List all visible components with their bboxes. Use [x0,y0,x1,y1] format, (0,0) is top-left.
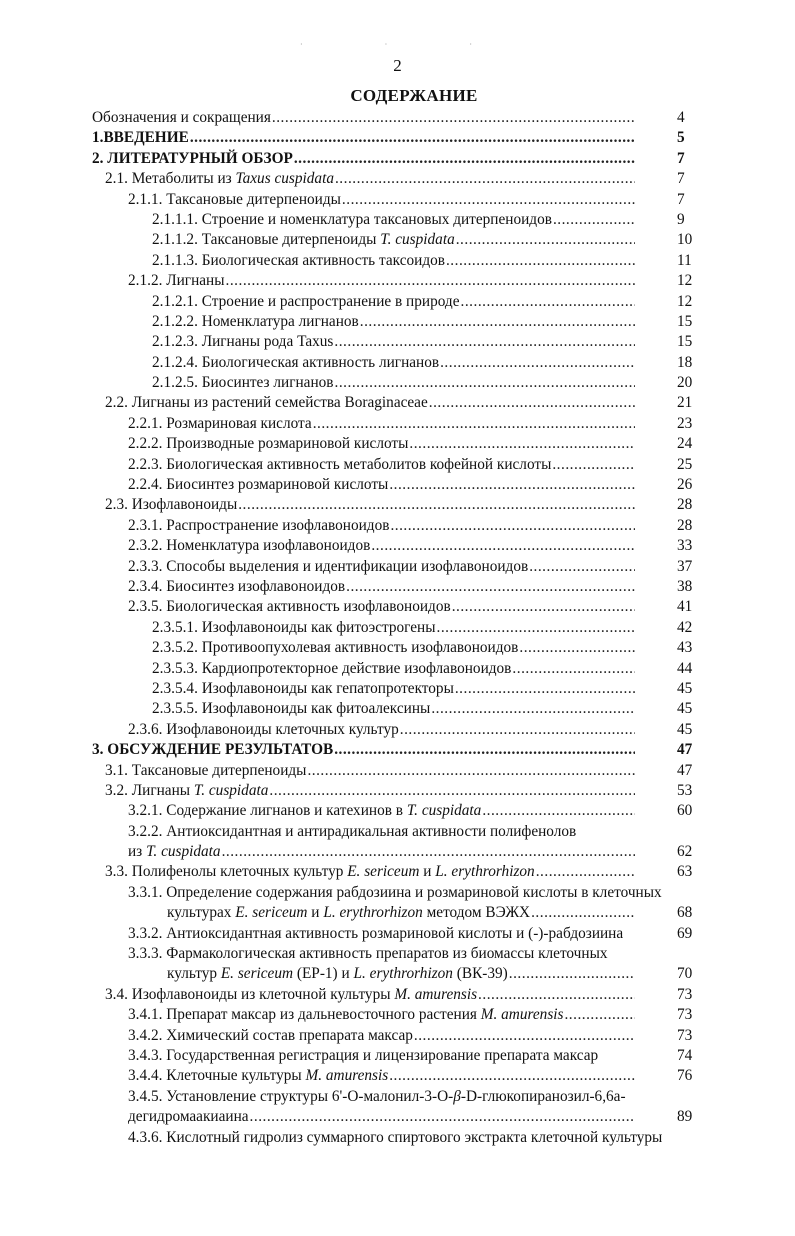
toc-entry [0,536,795,556]
toc-entry-page: 18 [677,353,693,371]
toc-entry-page: 28 [677,516,693,534]
toc-entry [0,638,795,658]
toc-entry-label: 3.2. Лигнаны T. cuspidata [105,781,269,799]
toc-entry [0,1005,795,1025]
toc-entry-page: 89 [677,1108,693,1126]
toc-entry-label: 2.1.2.5. Биосинтез лигнанов [152,374,334,392]
toc-dot-leader [535,862,635,882]
toc-entry [0,883,795,903]
toc-entry-label: 2.1.1. Таксановые дитерпеноиды [128,190,341,208]
toc-dot-leader [333,740,635,760]
toc-entry-page: 53 [677,781,693,799]
toc-entry [0,801,795,821]
toc-entry-page: 9 [677,210,685,228]
toc-entry-page: 11 [677,251,692,269]
toc-dot-leader [508,964,635,984]
table-of-contents [0,108,795,1148]
toc-entry [0,903,795,923]
toc-entry-label: 2.1.1.3. Биологическая активность таксоидов [152,251,445,269]
toc-entry-label: 2.2. Лигнаны из растений семейства Boraginaceae [105,394,428,412]
toc-dot-leader [399,720,635,740]
toc-entry-page: 33 [677,537,693,555]
toc-entry-page: 63 [677,863,693,881]
toc-entry-label: 2.1. Метаболиты из Taxus cuspidata [105,170,334,188]
toc-entry-label: 2.3.5.4. Изофлавоноиды как гепатопротекторы [152,679,454,697]
toc-entry-label: 2.1.1.1. Строение и номенклатура таксановых дитерпеноидов [152,210,552,228]
toc-dot-leader [518,638,635,658]
toc-entry-page: 41 [677,598,693,616]
toc-entry [0,761,795,781]
toc-entry-page: 42 [677,618,693,636]
toc-entry-label: 2.2.1. Розмариновая кислота [128,414,312,432]
scan-specks: · · · [300,40,512,49]
toc-entry [0,1107,795,1127]
toc-entry-page: 73 [677,1026,693,1044]
toc-entry-label: 3.2.2. Антиоксидантная и антирадикальная активности полифенолов [128,822,577,840]
toc-entry-label: 3.1. Таксановые дитерпеноиды [105,761,307,779]
toc-entry-label: 2.1.2.4. Биологическая активность лигнанов [152,353,440,371]
toc-entry-label: 2.2.3. Биологическая активность метаболитов кофейной кислоты [128,455,552,473]
toc-dot-leader [436,618,635,638]
toc-dot-leader [334,373,635,393]
toc-entry [0,230,795,250]
toc-dot-leader [388,1066,635,1086]
toc-entry [0,332,795,352]
toc-dot-leader [388,475,635,495]
toc-entry-label: 2.1.2.1. Строение и распространение в природе [152,292,460,310]
toc-dot-leader [249,1107,635,1127]
toc-entry-label: 2.3.5.5. Изофлавоноиды как фитоалексины [152,700,431,718]
toc-dot-leader [306,761,635,781]
toc-entry [0,618,795,638]
toc-entry [0,190,795,210]
toc-dot-leader [268,781,635,801]
toc-entry [0,475,795,495]
toc-dot-leader [293,149,635,169]
toc-entry-label: 2.3.2. Номенклатура изофлавоноидов [128,537,371,555]
toc-dot-leader [189,128,635,148]
toc-dot-leader [451,597,635,617]
toc-entry-label: 3.2.1. Содержание лигнанов и катехинов в T. cuspidata [128,802,482,820]
toc-entry-page: 12 [677,292,693,310]
toc-entry-label: Обозначения и сокращения [92,109,271,126]
toc-dot-leader [408,434,635,454]
toc-entry [0,169,795,189]
toc-entry [0,128,795,148]
toc-entry-label: 2.3.6. Изофлавоноиды клеточных культур [128,720,399,738]
toc-entry-page: 45 [677,679,693,697]
toc-entry [0,822,795,842]
toc-entry-label: 2.3.3. Способы выделения и идентификации изофлавоноидов [128,557,529,575]
toc-entry-page: 24 [677,435,693,453]
toc-dot-leader [359,312,635,332]
toc-entry-page: 25 [677,455,693,473]
toc-dot-leader [237,495,635,515]
toc-entry [0,271,795,291]
toc-entry-page: 73 [677,985,693,1003]
toc-entry-page: 12 [677,272,693,290]
toc-entry [0,1026,795,1046]
toc-entry [0,1046,795,1066]
toc-entry [0,495,795,515]
toc-entry-label: дегидромаакиаина [128,1108,249,1126]
toc-entry [0,1066,795,1086]
toc-dot-leader [455,230,635,250]
toc-entry-label: культурах E. sericeum и L. erythrorhizon методом ВЭЖХ [167,904,531,922]
toc-dot-leader [341,190,635,210]
toc-entry-page: 26 [677,476,693,494]
toc-entry-label: 2.3. Изофлавоноиды [105,496,238,514]
toc-dot-leader [430,699,635,719]
toc-dot-leader [225,271,635,291]
toc-dot-leader [551,455,635,475]
toc-entry-label: 2.1.2.3. Лигнаны рода Taxus [152,333,334,351]
toc-entry [0,353,795,373]
toc-entry [0,699,795,719]
toc-entry-label: 2.2.4. Биосинтез розмариновой кислоты [128,476,389,494]
toc-dot-leader [334,169,635,189]
toc-dot-leader [481,801,635,821]
toc-entry-page: 60 [677,802,693,820]
toc-dot-leader [413,1026,635,1046]
toc-dot-leader [312,414,635,434]
toc-entry-label: 4.3.6. Кислотный гидролиз суммарного спиртового экстракта клеточной культуры [128,1128,663,1146]
page-title: СОДЕРЖАНИЕ [350,86,478,105]
toc-entry [0,924,795,944]
toc-entry-label: 2.3.5.1. Изофлавоноиды как фитоэстрогены [152,618,436,636]
toc-dot-leader [460,292,635,312]
toc-entry-label: культур E. sericeum (ЕР-1) и L. erythrorhizon (ВК-39) [167,965,508,983]
toc-entry-page: 74 [677,1046,693,1064]
toc-entry-page: 45 [677,700,693,718]
toc-entry [0,292,795,312]
toc-entry-page: 7 [677,190,685,208]
toc-entry-page: 47 [677,741,693,759]
toc-dot-leader [445,251,635,271]
toc-entry-page: 15 [677,333,693,351]
toc-dot-leader [454,679,635,699]
toc-entry-page: 7 [677,149,685,167]
toc-entry-page: 62 [677,843,693,861]
toc-entry-label: 2. ЛИТЕРАТУРНЫЙ ОБЗОР [92,149,293,167]
toc-entry [0,210,795,230]
toc-entry-label: 2.1.2.2. Номенклатура лигнанов [152,312,359,330]
toc-entry-page: 45 [677,720,693,738]
toc-entry [0,557,795,577]
toc-entry-page: 43 [677,639,693,657]
toc-dot-leader [221,842,635,862]
toc-entry-label: 3.3. Полифенолы клеточных культур E. sericeum и L. erythrorhizon [105,863,535,881]
toc-entry-page: 73 [677,1006,693,1024]
toc-entry [0,862,795,882]
toc-entry [0,577,795,597]
toc-entry [0,434,795,454]
toc-entry-page: 44 [677,659,693,677]
toc-entry [0,108,795,128]
toc-dot-leader [333,332,635,352]
toc-entry [0,781,795,801]
toc-dot-leader [439,353,635,373]
toc-entry-label: 2.1.2. Лигнаны [128,272,225,290]
toc-entry-label: из T. cuspidata [128,843,221,861]
toc-dot-leader [477,985,635,1005]
toc-entry [0,659,795,679]
toc-entry [0,516,795,536]
toc-entry-page: 68 [677,904,693,922]
toc-entry-label: 3.4.1. Препарат максар из дальневосточного растения M. amurensis [128,1006,564,1024]
toc-entry-label: 2.3.1. Распространение изофлавоноидов [128,516,390,534]
toc-entry [0,414,795,434]
toc-entry [0,312,795,332]
toc-entry-label: 3.3.2. Антиоксидантная активность розмариновой кислоты и (-)-рабдозиина [128,924,624,942]
toc-dot-leader [511,659,635,679]
toc-dot-leader [345,577,635,597]
toc-dot-leader [271,108,635,128]
toc-entry-page: 7 [677,170,685,188]
toc-entry-page: 76 [677,1067,693,1085]
toc-entry [0,720,795,740]
toc-entry [0,1128,795,1148]
toc-entry-label: 3.4.5. Установление структуры 6'-O-малонил-3-O-β-D-глюкопиранозил-6,6а- [128,1087,626,1105]
toc-entry-label: 2.1.1.2. Таксановые дитерпеноиды T. cuspidata [152,231,455,249]
toc-entry [0,251,795,271]
toc-entry [0,679,795,699]
toc-entry [0,149,795,169]
toc-entry-label: 2.3.5. Биологическая активность изофлавоноидов [128,598,451,616]
toc-entry-page: 47 [677,761,693,779]
toc-entry-label: 3.4.2. Химический состав препарата максар [128,1026,413,1044]
toc-entry [0,842,795,862]
toc-dot-leader [552,210,635,230]
toc-entry-page: 70 [677,965,693,983]
toc-entry-page: 23 [677,414,693,432]
toc-entry [0,1087,795,1107]
toc-entry-label: 2.3.5.2. Противоопухолевая активность изофлавоноидов [152,639,519,657]
toc-entry [0,985,795,1005]
toc-entry-label: 1.ВВЕДЕНИЕ [92,129,189,147]
toc-entry-label: 2.3.4. Биосинтез изофлавоноидов [128,577,346,595]
toc-entry-page: 4 [677,109,685,126]
toc-entry [0,944,795,964]
toc-entry [0,455,795,475]
toc-entry [0,597,795,617]
toc-entry-label: 2.3.5.3. Кардиопротекторное действие изофлавоноидов [152,659,512,677]
toc-entry-label: 2.2.2. Производные розмариновой кислоты [128,435,409,453]
toc-entry-label: 3.3.3. Фармакологическая активность препаратов из биомассы клеточных [128,945,608,963]
toc-entry-page: 38 [677,577,693,595]
toc-dot-leader [428,393,635,413]
toc-entry-page: 20 [677,374,693,392]
page-number: 2 [393,56,402,75]
toc-entry [0,740,795,760]
toc-entry [0,373,795,393]
toc-entry-page: 10 [677,231,693,249]
toc-dot-leader [563,1005,635,1025]
toc-dot-leader [528,557,635,577]
toc-entry-page: 28 [677,496,693,514]
toc-dot-leader [530,903,635,923]
toc-dot-leader [370,536,635,556]
toc-entry-page: 69 [677,924,693,942]
toc-entry-page: 21 [677,394,693,412]
toc-entry-label: 3.3.1. Определение содержания рабдозиина и розмариновой кислоты в клеточных [128,883,662,901]
toc-entry [0,964,795,984]
toc-entry-label: 3.4.3. Государственная регистрация и лицензирование препарата максар [128,1046,599,1064]
toc-entry-page: 15 [677,312,693,330]
toc-entry-label: 3. ОБСУЖДЕНИЕ РЕЗУЛЬТАТОВ [92,741,334,759]
toc-entry-label: 3.4.4. Клеточные культуры M. amurensis [128,1067,389,1085]
toc-entry [0,393,795,413]
toc-entry-page: 37 [677,557,693,575]
toc-entry-label: 3.4. Изофлавоноиды из клеточной культуры M. amurensis [105,985,478,1003]
toc-entry-page: 5 [677,129,685,147]
toc-dot-leader [389,516,635,536]
